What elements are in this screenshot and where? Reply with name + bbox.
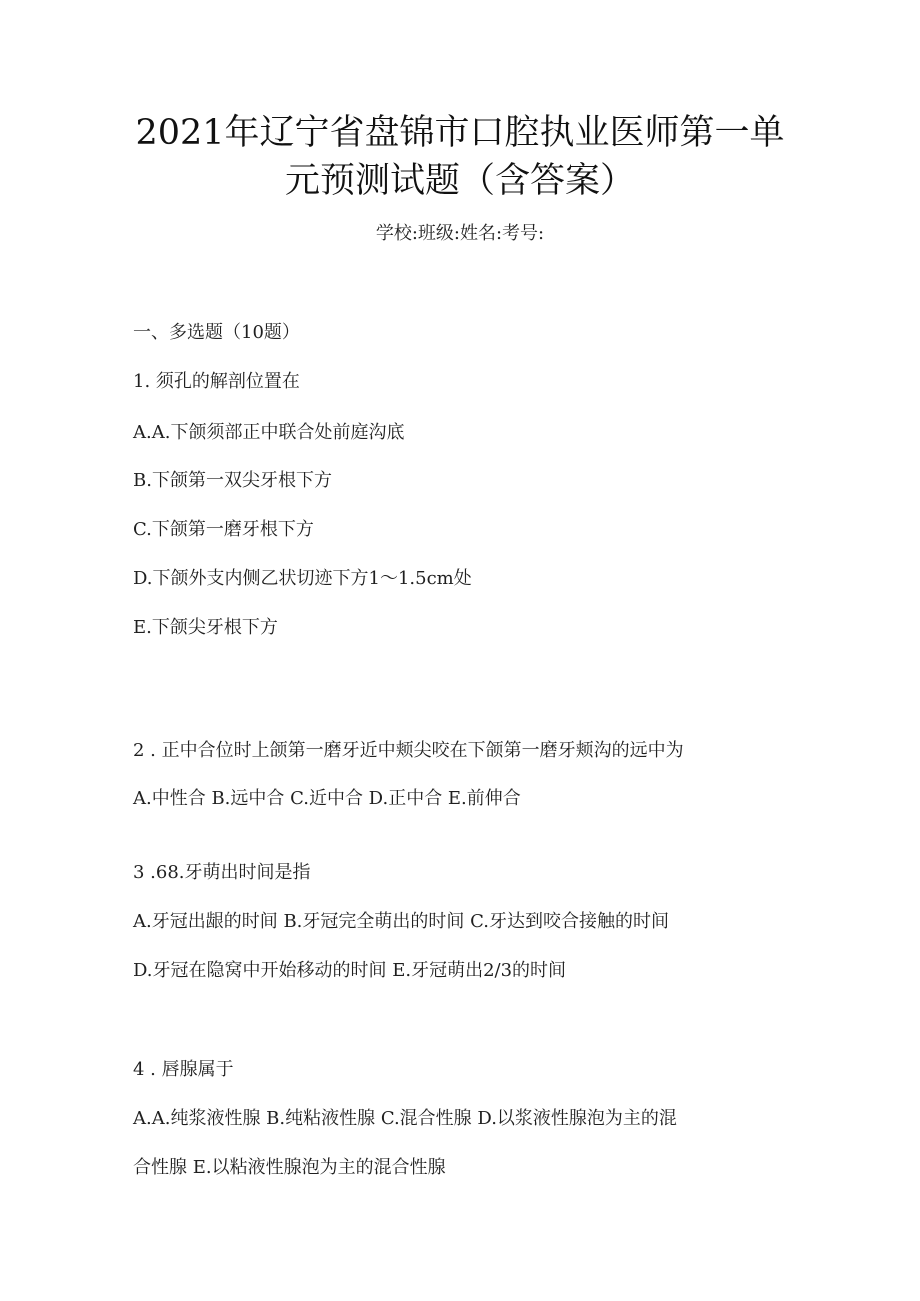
question-4-options-line-2: 合性腺 E.以粘液性腺泡为主的混合性腺 <box>133 1157 446 1178</box>
question-1-stem: 1. 须孔的解剖位置在 <box>133 371 300 392</box>
question-3-options-line-2: D.牙冠在隐窝中开始移动的时间 E.牙冠萌出2/3的时间 <box>133 960 567 981</box>
question-1-option-a: A.A.下颌须部正中联合处前庭沟底 <box>133 422 405 443</box>
section-heading: 一、多选题（10题） <box>133 322 300 343</box>
question-2-options: A.中性合 B.远中合 C.近中合 D.正中合 E.前伸合 <box>133 788 521 809</box>
question-4-stem: 4 . 唇腺属于 <box>133 1059 234 1080</box>
question-1-option-c: C.下颌第一磨牙根下方 <box>133 519 314 540</box>
question-1-option-b: B.下颌第一双尖牙根下方 <box>133 470 332 491</box>
question-3-options-line-1: A.牙冠出龈的时间 B.牙冠完全萌出的时间 C.牙达到咬合接触的时间 <box>133 911 669 932</box>
question-1-option-e: E.下颌尖牙根下方 <box>133 617 278 638</box>
question-2-stem: 2 . 正中合位时上颌第一磨牙近中颊尖咬在下颌第一磨牙颊沟的远中为 <box>133 740 684 761</box>
student-info-fields: 学校:班级:姓名:考号: <box>375 223 545 244</box>
question-3-stem: 3 .68.牙萌出时间是指 <box>133 862 311 883</box>
question-1-option-d: D.下颌外支内侧乙状切迹下方1～1.5cm处 <box>133 568 472 589</box>
document-title-line-2: 元预测试题（含答案） <box>284 161 635 201</box>
question-4-options-line-1: A.A.纯浆液性腺 B.纯粘液性腺 C.混合性腺 D.以浆液性腺泡为主的混 <box>133 1108 677 1129</box>
document-title-line-1: 2021年辽宁省盘锦市口腔执业医师第一单 <box>135 113 785 153</box>
